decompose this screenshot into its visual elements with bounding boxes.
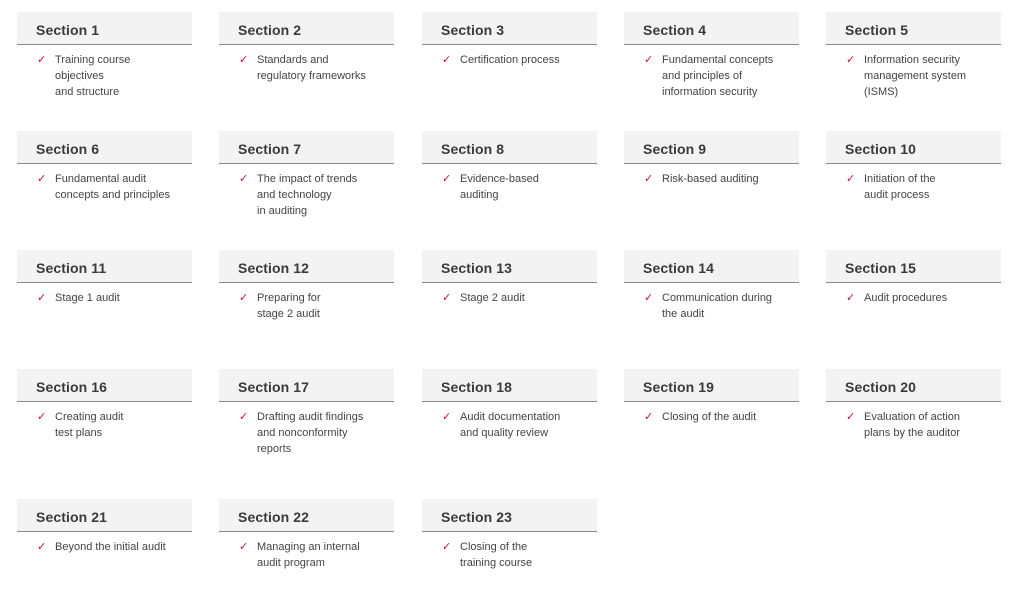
section-header [422,12,597,45]
section-card [17,12,192,100]
section-card [422,499,597,571]
section-title: Section 4 [643,22,707,38]
section-title: Section 19 [643,379,715,395]
check-icon: ✓ [644,411,654,423]
section-topic: Stage 1 audit [55,292,120,304]
section-topic: Fundamental audit concepts and principles [55,173,170,201]
section-header [826,250,1001,283]
section-title: Section 16 [36,379,108,395]
check-icon: ✓ [239,292,249,304]
check-icon: ✓ [239,54,249,66]
check-icon: ✓ [442,54,452,66]
section-item [422,290,597,306]
section-card [624,369,799,425]
section-card [422,369,597,441]
section-title: Section 12 [238,260,310,276]
section-item [17,409,192,441]
check-icon: ✓ [37,411,47,423]
section-title: Section 7 [238,141,302,157]
section-item [624,409,799,425]
section-title: Section 5 [845,22,909,38]
section-title: Section 23 [441,509,513,525]
section-item [17,52,192,100]
section-header [422,499,597,532]
section-item [826,290,1001,306]
section-topic: Evaluation of action plans by the auditor [864,411,961,439]
section-topic: Evidence-based auditing [460,173,539,201]
section-item [624,52,799,100]
section-title: Section 9 [643,141,707,157]
section-header [219,250,394,283]
section-topic: Risk-based auditing [662,173,759,185]
section-header [826,369,1001,402]
section-item [219,171,394,219]
check-icon: ✓ [846,411,856,423]
section-topic: Closing of the training course [460,541,533,569]
section-topic: The impact of trends and technology in auditing [257,173,358,217]
section-item [219,539,394,571]
section-topic: Closing of the audit [662,411,757,423]
section-card [826,369,1001,441]
section-topic: Initiation of the audit process [864,173,936,201]
section-topic: Audit procedures [864,292,948,304]
section-item [17,171,192,203]
check-icon: ✓ [239,541,249,553]
check-icon: ✓ [37,173,47,185]
check-icon: ✓ [442,411,452,423]
check-icon: ✓ [644,173,654,185]
section-header [17,12,192,45]
check-icon: ✓ [846,173,856,185]
section-card [826,250,1001,306]
section-header [624,250,799,283]
section-title: Section 10 [845,141,917,157]
section-item [624,290,799,322]
section-card [422,12,597,68]
section-header [422,131,597,164]
section-topic: Beyond the initial audit [55,541,166,553]
section-title: Section 15 [845,260,917,276]
section-header [219,12,394,45]
section-header [17,250,192,283]
section-item [422,539,597,571]
section-title: Section 1 [36,22,100,38]
section-card [17,250,192,306]
section-card [17,499,192,555]
section-card [219,369,394,457]
section-item [17,290,192,306]
section-header [826,12,1001,45]
section-card [17,369,192,441]
section-topic: Training course objectives and structure [55,54,131,98]
check-icon: ✓ [442,292,452,304]
section-card [219,499,394,571]
section-header [624,369,799,402]
section-header [219,369,394,402]
section-card [624,131,799,187]
section-title: Section 14 [643,260,715,276]
section-header [422,369,597,402]
section-title: Section 21 [36,509,108,525]
section-title: Section 20 [845,379,917,395]
section-topic: Preparing for stage 2 audit [257,292,321,320]
section-title: Section 17 [238,379,310,395]
section-card [624,250,799,322]
section-header [422,250,597,283]
section-card [219,12,394,84]
section-card [826,131,1001,203]
section-header [17,131,192,164]
check-icon: ✓ [37,541,47,553]
section-item [17,539,192,555]
section-title: Section 11 [36,260,107,276]
section-card [17,131,192,203]
section-header [17,369,192,402]
section-topic: Standards and regulatory frameworks [257,54,366,82]
check-icon: ✓ [442,173,452,185]
section-card [624,12,799,100]
check-icon: ✓ [239,411,249,423]
section-item [422,409,597,441]
section-item [624,171,799,187]
section-title: Section 6 [36,141,100,157]
section-card [422,131,597,203]
section-item [826,171,1001,203]
section-topic: Creating audit test plans [55,411,124,439]
section-header [624,131,799,164]
section-item [219,52,394,84]
section-item [219,409,394,457]
section-card [422,250,597,306]
check-icon: ✓ [442,541,452,553]
section-topic: Audit documentation and quality review [460,411,561,439]
section-item [422,171,597,203]
check-icon: ✓ [37,292,47,304]
section-header [219,499,394,532]
section-card [219,250,394,322]
section-topic: Communication during the audit [662,292,773,320]
section-header [17,499,192,532]
section-title: Section 2 [238,22,302,38]
section-title: Section 8 [441,141,505,157]
section-topic: Stage 2 audit [460,292,525,304]
section-item [219,290,394,322]
section-title: Section 3 [441,22,505,38]
section-header [219,131,394,164]
section-topic: Certification process [460,54,560,66]
section-header [624,12,799,45]
section-card [826,12,1001,100]
section-title: Section 13 [441,260,513,276]
check-icon: ✓ [846,54,856,66]
check-icon: ✓ [644,292,654,304]
section-item [422,52,597,68]
section-topic: Managing an internal audit program [257,541,360,569]
section-title: Section 18 [441,379,513,395]
section-item [826,409,1001,441]
section-item [826,52,1001,100]
check-icon: ✓ [239,173,249,185]
section-header [826,131,1001,164]
check-icon: ✓ [37,54,47,66]
section-card [219,131,394,219]
section-title: Section 22 [238,509,310,525]
section-topic: Information security management system (ISMS) [864,54,967,98]
section-topic: Fundamental concepts and principles of information security [662,54,774,98]
check-icon: ✓ [644,54,654,66]
check-icon: ✓ [846,292,856,304]
section-topic: Drafting audit findings and nonconformity reports [257,411,364,455]
